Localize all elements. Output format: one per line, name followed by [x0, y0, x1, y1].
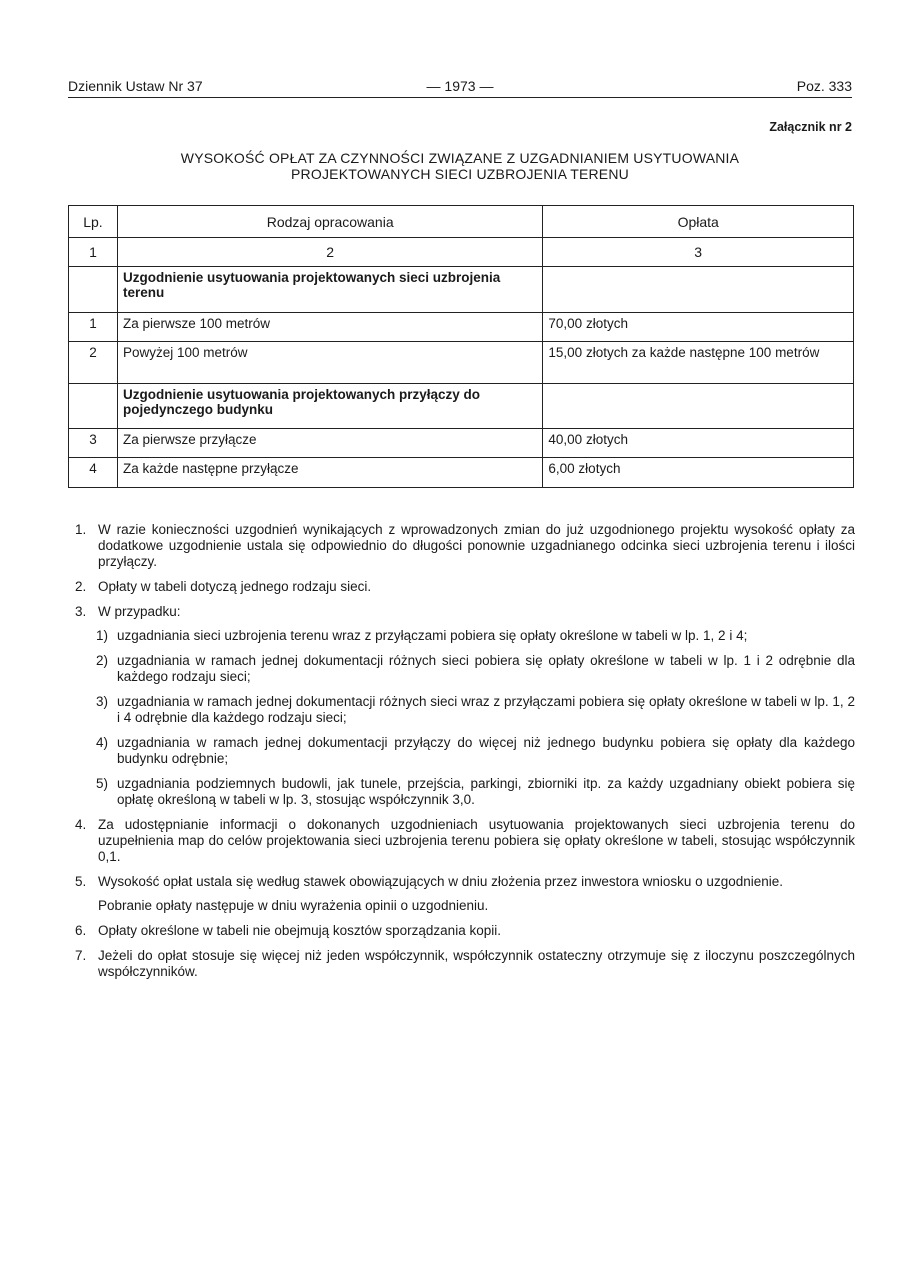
- note-text: Opłaty w tabeli dotyczą jednego rodzaju sieci.: [98, 579, 372, 594]
- item-number: 1): [96, 628, 109, 643]
- column-number-1: 1: [69, 238, 118, 267]
- note-text: W razie konieczności uzgodnień wynikających z wprowadzonych zmian do już uzgodnionego projektu wysokość opłaty za dodatkowe uzgodnienie ustala się odpowiednio do długości ponownie uzgadnianego odcinka sieci uzbrojenia terenu i ilości przyłączy.: [98, 522, 855, 569]
- row-fee: 6,00 złotych: [543, 458, 854, 488]
- row-desc: Powyżej 100 metrów: [117, 342, 542, 384]
- note-1: [75, 522, 855, 570]
- column-number-3: 3: [543, 238, 854, 267]
- item-text: uzgadniania podziemnych budowli, jak tunele, przejścia, parkingi, zbiorniki itp. za każdy uzgadniany obiekt pobiera się opłatę określoną w tabeli w lp. 3, stosując współczynnik 3,0.: [117, 776, 855, 807]
- table-row: [69, 429, 854, 458]
- note-number: 6.: [75, 923, 87, 938]
- note-number: 5.: [75, 874, 87, 889]
- table-row: [69, 342, 854, 384]
- note-text: W przypadku:: [98, 604, 181, 619]
- row-fee: [543, 384, 854, 429]
- item-number: 2): [96, 653, 109, 668]
- row-lp: [69, 267, 118, 313]
- table-row: [69, 313, 854, 342]
- note-3-item-1: [75, 628, 855, 644]
- row-fee: 15,00 złotych za każde następne 100 metrów: [543, 342, 854, 384]
- position-number: Poz. 333: [796, 78, 852, 94]
- row-desc: Za pierwsze 100 metrów: [117, 313, 542, 342]
- row-fee: [543, 267, 854, 313]
- fee-table: [68, 205, 854, 488]
- note-7: [75, 948, 855, 980]
- note-3: [75, 604, 855, 620]
- row-fee: 70,00 złotych: [543, 313, 854, 342]
- note-5: [75, 874, 855, 914]
- section-heading: Uzgodnienie usytuowania projektowanych sieci uzbrojenia terenu: [117, 267, 542, 313]
- item-number: 5): [96, 776, 109, 791]
- row-fee: 40,00 złotych: [543, 429, 854, 458]
- note-number: 1.: [75, 522, 87, 537]
- item-text: uzgadniania sieci uzbrojenia terenu wraz z przyłączami pobiera się opłaty określone w tabeli w lp. 1, 2 i 4;: [117, 628, 748, 643]
- note-number: 4.: [75, 817, 87, 832]
- table-row: [69, 384, 854, 429]
- note-3-item-2: [75, 653, 855, 685]
- item-text: uzgadniania w ramach jednej dokumentacji różnych sieci pobiera się opłaty określone w tabeli w lp. 1 i 2 odrębnie dla każdego rodzaju sieci;: [117, 653, 855, 684]
- table-row: [69, 458, 854, 488]
- note-number: 2.: [75, 579, 87, 594]
- note-number: 7.: [75, 948, 87, 963]
- page-number: — 1973 —: [426, 78, 494, 94]
- item-number: 3): [96, 694, 109, 709]
- column-number-row: [69, 238, 854, 267]
- column-number-2: 2: [117, 238, 542, 267]
- item-number: 4): [96, 735, 109, 750]
- row-desc: Za pierwsze przyłącze: [117, 429, 542, 458]
- notes-list: [75, 522, 855, 989]
- section-heading: Uzgodnienie usytuowania projektowanych przyłączy do pojedynczego budynku: [117, 384, 542, 429]
- note-text: Wysokość opłat ustala się według stawek obowiązujących w dniu złożenia przez inwestora wniosku o uzgodnienie.: [98, 874, 783, 889]
- note-text: Opłaty określone w tabeli nie obejmują kosztów sporządzania kopii.: [98, 923, 501, 938]
- header-lp: Lp.: [69, 206, 118, 238]
- note-text: Jeżeli do opłat stosuje się więcej niż jeden współczynnik, współczynnik ostateczny otrzymuje się z iloczynu poszczególnych współczynników.: [98, 948, 855, 979]
- item-text: uzgadniania w ramach jednej dokumentacji przyłączy do więcej niż jednego budynku pobiera się opłaty dla każdego budynku odrębnie;: [117, 735, 855, 766]
- table-header-row: [69, 206, 854, 238]
- note-6: [75, 923, 855, 939]
- row-lp: [69, 384, 118, 429]
- title-line-2: PROJEKTOWANYCH SIECI UZBROJENIA TERENU: [291, 166, 629, 182]
- header-rule: [68, 97, 852, 98]
- annex-label: Załącznik nr 2: [769, 120, 852, 134]
- note-number: 3.: [75, 604, 87, 619]
- note-2: [75, 579, 855, 595]
- title-line-1: WYSOKOŚĆ OPŁAT ZA CZYNNOŚCI ZWIĄZANE Z UZGADNIANIEM USYTUOWANIA: [180, 150, 740, 166]
- header-type: Rodzaj opracowania: [117, 206, 542, 238]
- page-header: [68, 78, 852, 98]
- note-4: [75, 817, 855, 865]
- row-lp: 1: [69, 313, 118, 342]
- note-3-item-3: [75, 694, 855, 726]
- document-title: [68, 150, 852, 182]
- row-lp: 2: [69, 342, 118, 384]
- note-3-item-4: [75, 735, 855, 767]
- note-text-continued: Pobranie opłaty następuje w dniu wyrażenia opinii o uzgodnieniu.: [98, 898, 489, 913]
- journal-name: Dziennik Ustaw Nr 37: [68, 78, 203, 94]
- header-fee: Opłata: [543, 206, 854, 238]
- table-row: [69, 267, 854, 313]
- note-text: Za udostępnianie informacji o dokonanych uzgodnieniach usytuowania projektowanych sieci uzbrojenia terenu do uzupełnienia map do celów projektowania sieci uzbrojenia terenu pobiera się opłaty określone w tabeli, stosując współczynnik 0,1.: [98, 817, 855, 864]
- row-desc: Za każde następne przyłącze: [117, 458, 542, 488]
- row-lp: 3: [69, 429, 118, 458]
- row-lp: 4: [69, 458, 118, 488]
- note-3-item-5: [75, 776, 855, 808]
- item-text: uzgadniania w ramach jednej dokumentacji różnych sieci wraz z przyłączami pobiera się opłaty określone w tabeli w lp. 1, 2 i 4 odrębnie dla każdego rodzaju sieci;: [117, 694, 855, 725]
